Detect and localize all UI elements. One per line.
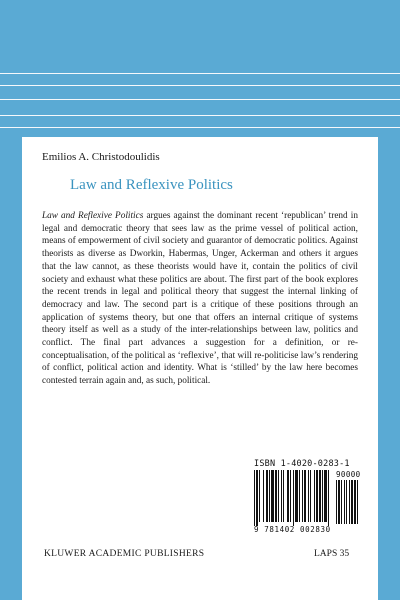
blurb-title-italic: Law and Reflexive Politics xyxy=(42,211,144,221)
cover-stripe-5 xyxy=(0,127,400,128)
cover-stripe-1 xyxy=(0,73,400,74)
book-title: Law and Reflexive Politics xyxy=(70,177,233,193)
publisher-name: KLUWER ACADEMIC PUBLISHERS xyxy=(44,549,205,559)
cover-stripe-2 xyxy=(0,85,400,86)
cover-stripe-3 xyxy=(0,99,400,100)
author-name: Emilios A. Christodoulidis xyxy=(42,151,160,163)
isbn-label: ISBN 1-4020-0283-1 xyxy=(254,459,350,469)
barcode xyxy=(248,470,376,532)
series-number: LAPS 35 xyxy=(314,549,350,559)
barcode-addon-digits: 90000 xyxy=(336,470,361,479)
blurb-text: argues against the dominant recent ‘republican’ trend in legal and democratic theory that sees law as the prime vessel of political action, means of empowerment of civil society and guarantor of democratic politics. Against theorists as diverse as Dworkin, Habermas, Unger, Ackerman and others it argues that the law cannot, as these theorists would have it, contain the politics of civil society and exhaust what these politics are about. The first part of the book explores the recent trends in legal and political theory that suggest the internal linking of democracy and law. The second part is a critique of these positions through an application of systems theory, but one that offers an internal critique of systems theory itself as well as a study of the inter-relationships between law, politics and conflict. The final part advances a suggestion for a definition, or re-conceptualisation, of the political as ‘reflexive’, that will re-politicise law’s rendering of conflict, political action and identity. What is ‘stilled’ by the law here becomes contested terrain again and, as such, political. xyxy=(42,211,358,387)
barcode-digits: 9 781402 002830 xyxy=(254,525,331,534)
book-blurb xyxy=(42,210,358,388)
back-cover-panel xyxy=(22,137,378,600)
cover-stripe-4 xyxy=(0,115,400,116)
